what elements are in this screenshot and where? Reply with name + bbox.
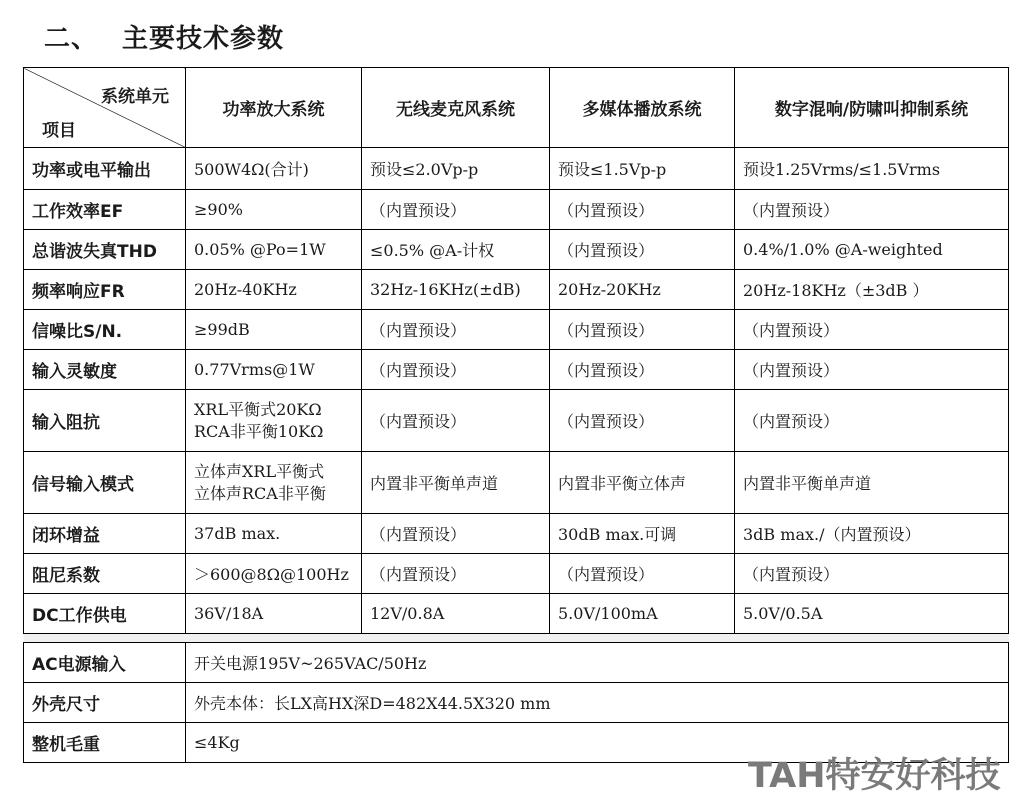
table-cell: （内置预设）: [735, 190, 1009, 230]
table-cell: [186, 390, 362, 452]
table-cell: 20Hz-18KHz（±3dB ）: [735, 270, 1009, 310]
table-cell: 30dB max.可调: [550, 514, 735, 554]
table-cell-wide: ≤4Kg: [186, 723, 1009, 763]
row-label: 整机毛重: [24, 723, 186, 763]
table-row: [24, 390, 1009, 452]
table-cell: （内置预设）: [735, 310, 1009, 350]
table-row: [24, 190, 1009, 230]
table-row: [24, 643, 1009, 683]
table-cell: 20Hz-40KHz: [186, 270, 362, 310]
table-cell: （内置预设）: [362, 190, 550, 230]
column-header: 数字混响/防啸叫抑制系统: [735, 68, 1009, 148]
table-cell: ≥90%: [186, 190, 362, 230]
section-number: 二、: [44, 24, 99, 54]
table-cell-wide: 外壳本体：长LX高HX深D=482X44.5X320 mm: [186, 683, 1009, 723]
cell-line: 立体声XRL平衡式: [194, 461, 325, 481]
corner-system-label: 系统单元: [101, 87, 169, 107]
table-cell: （内置预设）: [550, 310, 735, 350]
table-cell: 0.05% @Po=1W: [186, 230, 362, 270]
cell-line: XRL平衡式20KΩ: [194, 399, 322, 419]
table-cell: （内置预设）: [550, 190, 735, 230]
table-cell: 0.77Vrms@1W: [186, 350, 362, 390]
table-cell: 预设1.25Vrms/≤1.5Vrms: [735, 148, 1009, 190]
table-cell: 500W4Ω(合计): [186, 148, 362, 190]
corner-item-label: 项目: [42, 121, 76, 141]
row-label: 工作效率EF: [24, 190, 186, 230]
table-header-row: [24, 68, 1009, 148]
table-row: [24, 452, 1009, 514]
table-row: [24, 683, 1009, 723]
table-cell: （内置预设）: [362, 514, 550, 554]
row-label: 信噪比S/N.: [24, 310, 186, 350]
row-label: 阻尼系数: [24, 554, 186, 594]
table-cell: （内置预设）: [550, 230, 735, 270]
table-cell: 内置非平衡立体声: [550, 452, 735, 514]
table-row: [24, 270, 1009, 310]
table-cell: （内置预设）: [362, 390, 550, 452]
table-cell: （内置预设）: [362, 310, 550, 350]
row-label: 外壳尺寸: [24, 683, 186, 723]
spec-table: [23, 67, 1009, 763]
table-row: [24, 514, 1009, 554]
table-row: [24, 350, 1009, 390]
section-title: [44, 18, 284, 55]
table-cell: ≥99dB: [186, 310, 362, 350]
table-row: [24, 230, 1009, 270]
table-cell: （内置预设）: [735, 554, 1009, 594]
table-cell: 36V/18A: [186, 594, 362, 634]
table-cell: 5.0V/0.5A: [735, 594, 1009, 634]
table-cell: ＞600@8Ω@100Hz: [186, 554, 362, 594]
table-cell: [186, 452, 362, 514]
row-label: 信号输入模式: [24, 452, 186, 514]
table-cell: 预设≤1.5Vp-p: [550, 148, 735, 190]
row-label: 频率响应FR: [24, 270, 186, 310]
row-label: DC工作供电: [24, 594, 186, 634]
row-label: 功率或电平输出: [24, 148, 186, 190]
row-label: 输入阻抗: [24, 390, 186, 452]
corner-cell: [24, 68, 186, 148]
table-cell: （内置预设）: [735, 350, 1009, 390]
row-label: 输入灵敏度: [24, 350, 186, 390]
table-row: [24, 148, 1009, 190]
table-cell: ≤0.5% @A-计权: [362, 230, 550, 270]
table-cell: （内置预设）: [735, 390, 1009, 452]
table-cell: 37dB max.: [186, 514, 362, 554]
gap-cell: [24, 634, 1009, 643]
table-cell: 20Hz-20KHz: [550, 270, 735, 310]
table-cell: 3dB max./（内置预设）: [735, 514, 1009, 554]
table-cell: （内置预设）: [550, 390, 735, 452]
cell-line: 立体声RCA非平衡: [194, 483, 326, 503]
cell-line: RCA非平衡10KΩ: [194, 421, 324, 441]
table-cell: （内置预设）: [362, 554, 550, 594]
table-row: [24, 594, 1009, 634]
row-label: 闭环增益: [24, 514, 186, 554]
row-label: 总谐波失真THD: [24, 230, 186, 270]
column-header: 多媒体播放系统: [550, 68, 735, 148]
table-cell: （内置预设）: [550, 350, 735, 390]
table-row: [24, 554, 1009, 594]
table-cell-wide: 开关电源195V~265VAC/50Hz: [186, 643, 1009, 683]
table-cell: 5.0V/100mA: [550, 594, 735, 634]
spec-table-body: [24, 68, 1009, 763]
row-label: AC电源输入: [24, 643, 186, 683]
table-cell: （内置预设）: [550, 554, 735, 594]
table-cell: 0.4%/1.0% @A-weighted: [735, 230, 1009, 270]
column-header: 无线麦克风系统: [362, 68, 550, 148]
table-cell: 12V/0.8A: [362, 594, 550, 634]
table-row: [24, 310, 1009, 350]
table-cell: 内置非平衡单声道: [362, 452, 550, 514]
table-cell: 32Hz-16KHz(±dB): [362, 270, 550, 310]
section-heading: 主要技术参数: [122, 24, 285, 54]
table-cell: 预设≤2.0Vp-p: [362, 148, 550, 190]
table-cell: （内置预设）: [362, 350, 550, 390]
brand-watermark: TAH特安好科技: [748, 756, 1001, 796]
column-header: 功率放大系统: [186, 68, 362, 148]
table-cell: 内置非平衡单声道: [735, 452, 1009, 514]
table-gap-row: [24, 634, 1009, 643]
